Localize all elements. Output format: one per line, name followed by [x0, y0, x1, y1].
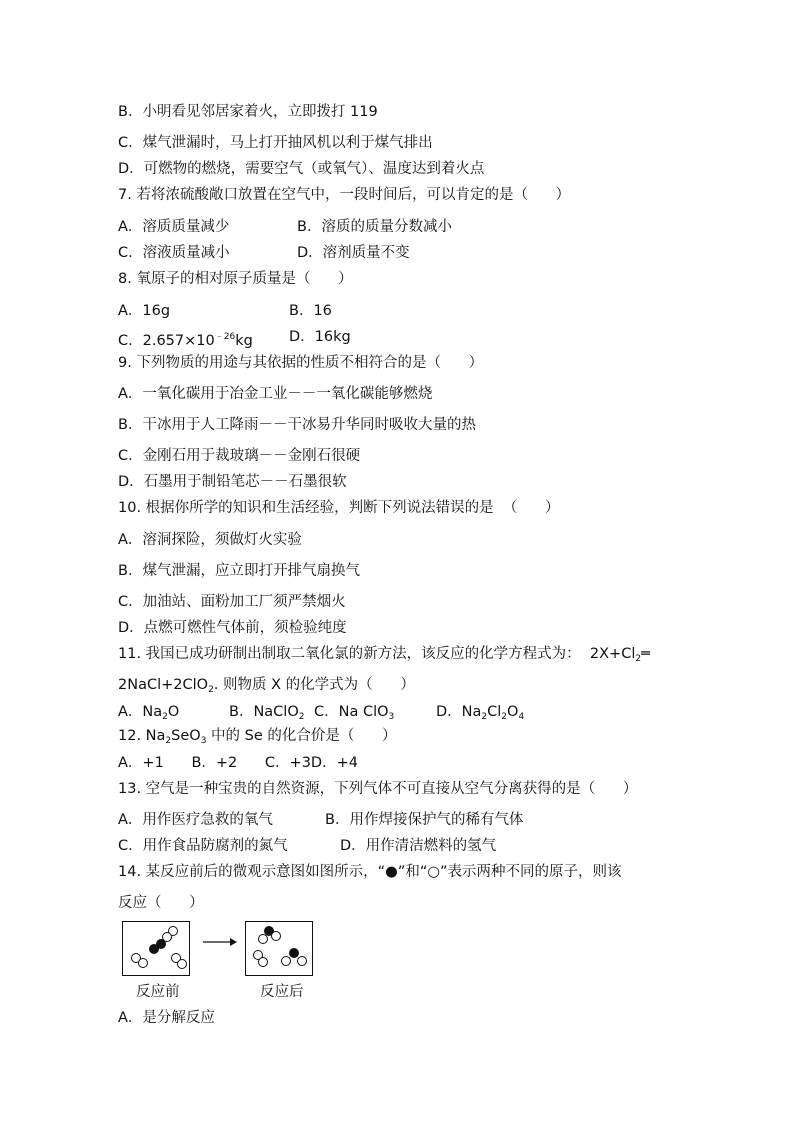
q11-d-text: D．Na: [436, 704, 482, 720]
q13-option-a: A．用作医疗急救的氧气: [118, 812, 273, 828]
white-atom: [177, 959, 187, 969]
option-c-gas-leak: C．煤气泄漏时，马上打开抽风机以利于煤气排出: [118, 135, 433, 151]
q11-eq-sign: ═: [641, 646, 650, 662]
white-atom: [297, 956, 307, 966]
black-atom: [149, 944, 159, 954]
reaction-arrow-icon: [203, 937, 237, 947]
q11-option-c: [314, 703, 394, 726]
reaction-before-box: [122, 921, 190, 976]
q12-options: A．+1 B．+2 C．+3D．+4: [118, 755, 358, 771]
question-13-stem: 13. 空气是一种宝贵的自然资源，下列气体不可直接从空气分离获得的是（ ）: [118, 781, 638, 797]
q11-sub: 4: [518, 712, 525, 722]
option-d-combustion: D．可燃物的燃烧，需要空气（或氧气）、温度达到着火点: [118, 161, 485, 177]
white-atom: [258, 957, 268, 967]
q11-option-d: [436, 703, 524, 726]
q9-option-c: C．金刚石用于裁玻璃－－金刚石很硬: [118, 448, 361, 464]
q10-option-d: D．点燃可燃性气体前，须检验纯度: [118, 620, 347, 636]
q8-option-d: D．16kg: [289, 329, 351, 345]
q11-d-cl: Cl: [487, 704, 502, 720]
q8-c-mantissa: C．2.657×10: [118, 333, 215, 349]
q11-a-text-post: O: [167, 704, 180, 720]
q11-option-a: [118, 703, 179, 726]
q11-question: . 则物质 X 的化学式为（ ）: [213, 677, 415, 693]
q7-option-b: B．溶质的质量分数减小: [297, 219, 452, 235]
q12-sub: 2: [165, 736, 172, 746]
q7-option-d: D．溶剂质量不变: [297, 245, 410, 261]
q13-option-c: C．用作食品防腐剂的氮气: [118, 838, 288, 854]
question-9-stem: 9. 下列物质的用途与其依据的性质不相符合的是（ ）: [118, 355, 484, 371]
white-atom: [271, 931, 281, 941]
q11-sub: 3: [388, 712, 395, 722]
q7-option-c: C．溶液质量减小: [118, 245, 230, 261]
q12-stem-mid: SeO: [171, 728, 201, 744]
q11-d-o: O: [507, 704, 519, 720]
question-14-stem-cont: 反应（ ）: [118, 895, 204, 911]
question-14-stem: 14. 某反应前后的微观示意图如图所示，“●”和“○”表示两种不同的原子，则该: [118, 864, 622, 880]
white-atom: [258, 934, 268, 944]
q11-sub: 2: [298, 712, 305, 722]
q8-c-exponent: ﹣26: [214, 332, 236, 342]
q9-option-a: A．一氧化碳用于冶金工业－－一氧化碳能够燃烧: [118, 386, 433, 402]
q12-stem-post: 中的 Se 的化合价是（ ）: [206, 728, 397, 744]
question-11-stem-cont: [118, 676, 415, 699]
white-atom: [138, 958, 148, 968]
q8-option-a: A．16g: [118, 303, 171, 319]
q11-sub: 2: [208, 685, 214, 695]
q11-sub: 2: [501, 712, 508, 722]
q12-stem-pre: 12. Na: [118, 728, 166, 744]
q11-stem-text: 11. 我国已成功研制出制取二氧化氯的新方法，该反应的化学方程式为： 2X+Cl: [118, 646, 636, 662]
q10-option-b: B．煤气泄漏，应立即打开排气扇换气: [118, 563, 360, 579]
question-11-stem: [118, 645, 650, 668]
q10-option-c: C．加油站、面粉加工厂须严禁烟火: [118, 594, 346, 610]
white-atom: [281, 956, 291, 966]
q11-products: 2NaCl+2ClO: [118, 677, 209, 693]
q11-sub: 2: [162, 712, 168, 722]
q11-c-text: C．Na ClO: [314, 704, 389, 720]
question-7-stem: 7. 若将浓硫酸敞口放置在空气中，一段时间后，可以肯定的是（ ）: [118, 187, 571, 203]
q12-sub: 3: [200, 736, 207, 746]
q11-sub: 2: [481, 712, 488, 722]
question-12-stem: [118, 727, 397, 750]
caption-before: 反应前: [136, 984, 180, 1000]
q9-option-d: D．石墨用于制铅笔芯－－石墨很软: [118, 474, 347, 490]
q14-option-a: A．是分解反应: [118, 1010, 215, 1026]
q10-option-a: A．溶洞探险，须做灯火实验: [118, 532, 302, 548]
q7-option-a: A．溶质质量减少: [118, 219, 230, 235]
reaction-after-box: [245, 921, 313, 976]
q8-c-unit: kg: [235, 333, 253, 349]
q11-sub: 2: [635, 654, 642, 664]
option-b-fire-call: B．小明看见邻居家着火，立即拨打 119: [118, 104, 378, 120]
q9-option-b: B．干冰用于人工降雨－－干冰易升华同时吸收大量的热: [118, 417, 476, 433]
caption-after: 反应后: [260, 984, 304, 1000]
q13-option-d: D．用作清洁燃料的氢气: [340, 838, 497, 854]
q8-option-c: [118, 328, 253, 350]
q13-option-b: B．用作焊接保护气的稀有气体: [325, 812, 524, 828]
question-10-stem: 10. 根据你所学的知识和生活经验，判断下列说法错误的是 （ ）: [118, 500, 560, 516]
q11-b-text: B．NaClO: [229, 704, 299, 720]
question-8-stem: 8. 氧原子的相对原子质量是（ ）: [118, 271, 353, 287]
q11-a-text: A．Na: [118, 704, 163, 720]
q11-option-b: [229, 703, 304, 726]
q8-option-b: B．16: [289, 303, 332, 319]
